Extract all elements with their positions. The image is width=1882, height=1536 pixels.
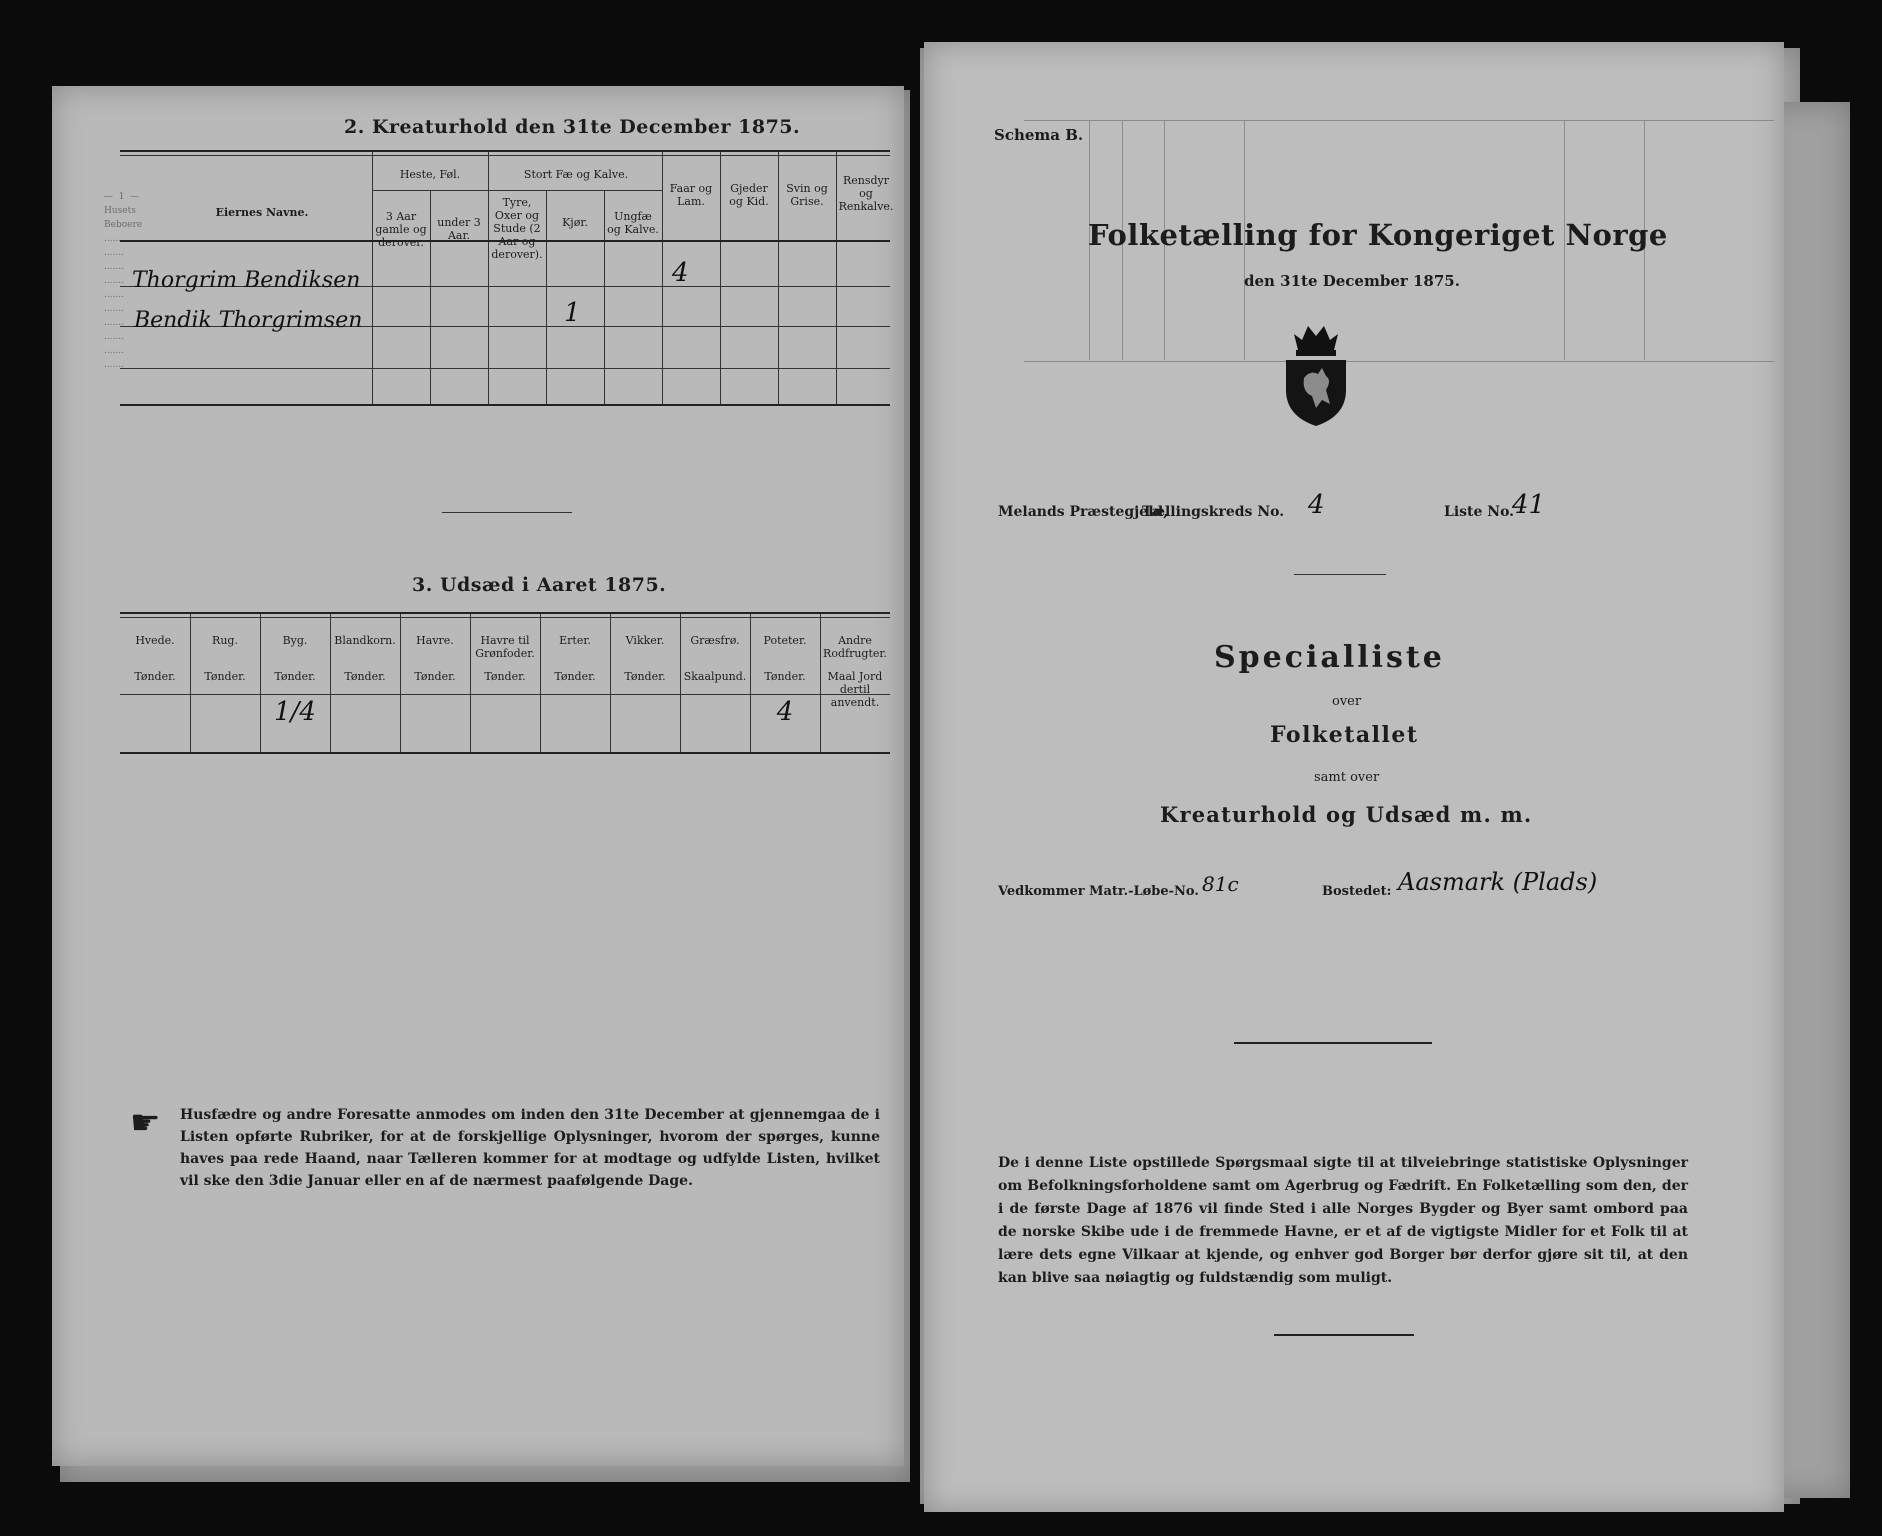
over-text-1: over (1332, 694, 1362, 709)
liste-label: Liste No. (1444, 504, 1515, 520)
udsaed-header-3: Blandkorn. (334, 634, 396, 647)
udsaed-unit-1: Tønder. (204, 670, 246, 683)
schema-label: Schema B. (994, 126, 1084, 144)
specialliste-heading: Specialliste (1214, 640, 1445, 675)
udsaed-header-10: Andre Rodfrugter. (823, 634, 887, 660)
prestegjeld-label: Melands Præstegjeld, (998, 504, 1169, 520)
kreaturhold-heading: Kreaturhold og Udsæd m. m. (1160, 802, 1533, 827)
kreds-label: Tællingskreds No. (1142, 504, 1285, 520)
udsaed-header-9: Poteter. (763, 634, 807, 647)
udsaed-unit-6: Tønder. (554, 670, 596, 683)
bostedet-label: Bostedet: (1322, 884, 1392, 899)
section2-title: 2. Kreaturhold den 31te December 1875. (344, 116, 801, 138)
udsaed-unit-5: Tønder. (484, 670, 526, 683)
udsaed-unit-4: Tønder. (414, 670, 456, 683)
col-stort-a: Tyre, Oxer og Stude (2 Aar og derover). (491, 196, 543, 261)
notice-text: Husfædre og andre Foresatte anmodes om inden den 31te December at gjennemgaa de i Listen opførte Rubriker, for at de forskjellige Oplysninger, hvorom der spørges, kunne haves paa rede Haand, naar Tælleren kommer for at modtage og udfylde Listen, hvilket vil ske den 3die Januar eller en af de nærmest paafølgende Dage. (180, 1107, 880, 1189)
udsaed-unit-8: Skaalpund. (683, 670, 747, 683)
udsaed-header-2: Byg. (282, 634, 308, 647)
intro-paragraph: De i denne Liste opstillede Spørgsmaal sigte til at tilveiebringe statistiske Oplysninger om Befolkningsforholdene samt om Agerbrug og Fædrift. En Folketælling som den, der i de første Dage af 1876 vil finde Sted i alle Norges Bygder og Byer samt ombord paa de norske Skibe ude i de fremmede Havne, er et af de vigtigste Midler for et Folk til at lære dets egne Vilkaar at kjende, og enhver god Borger bør derfor gjøre sit til, at den kan blive saa nøiagtig og fuldstændig som muligt. (998, 1155, 1688, 1286)
col-heste: Heste, Føl. (399, 168, 461, 181)
udsaed-value-9: 4 (776, 697, 794, 727)
udsaed-header-0: Hvede. (135, 634, 175, 647)
col-heste-b: under 3 Aar. (437, 216, 481, 242)
udsaed-unit-10: Maal Jord dertil anvendt. (827, 670, 883, 709)
col-gjeder: Gjeder og Kid. (729, 182, 769, 208)
udsaed-header-4: Havre. (416, 634, 454, 647)
udsaed-header-6: Erter. (559, 634, 591, 647)
row2-name: Bendik Thorgrimsen (134, 308, 363, 333)
matr-label: Vedkommer Matr.-Løbe-No. (998, 884, 1199, 899)
coat-of-arms-icon (1276, 320, 1356, 428)
liste-value: 41 (1512, 490, 1546, 520)
matr-value: 81c (1202, 872, 1239, 896)
udsaed-unit-2: Tønder. (274, 670, 316, 683)
right-page (924, 42, 1784, 1512)
left-page (52, 86, 904, 1466)
document-date: den 31te December 1875. (1244, 272, 1460, 290)
row1-faar: 4 (672, 258, 689, 288)
col-svin: Svin og Grise. (786, 182, 828, 208)
udsaed-header-8: Græsfrø. (690, 634, 740, 647)
col-stort-c: Ungfæ og Kalve. (607, 210, 659, 236)
row2-kjor: 1 (564, 298, 581, 328)
udsaed-unit-9: Tønder. (764, 670, 806, 683)
udsaed-value-2: 1/4 (274, 697, 316, 727)
kreds-value: 4 (1308, 490, 1325, 520)
udsaed-unit-3: Tønder. (344, 670, 386, 683)
pointing-hand-icon: ☛ (130, 1103, 161, 1143)
udsaed-unit-0: Tønder. (134, 670, 176, 683)
col-rensdyr: Rensdyr og Renkalve. (838, 174, 894, 213)
folketallet-heading: Folketallet (1270, 722, 1419, 748)
over-text-2: samt over (1314, 770, 1380, 785)
udsaed-header-7: Vikker. (625, 634, 665, 647)
col-stort-fae: Stort Fæ og Kalve. (523, 168, 629, 181)
bleed-through-left: — 1 — Husets Beboere ....... ....... ....... ....... ....... ....... ....... ....... ....... ....... (104, 192, 143, 370)
document-title: Folketælling for Kongeriget Norge (1088, 218, 1668, 252)
section3-title: 3. Udsæd i Aaret 1875. (412, 574, 667, 596)
bostedet-value: Aasmark (Plads) (1398, 868, 1598, 896)
col-eiernes-navne: Eiernes Navne. (215, 206, 309, 219)
col-faar: Faar og Lam. (669, 182, 713, 208)
udsaed-header-5: Havre til Grønfoder. (475, 634, 535, 660)
udsaed-unit-7: Tønder. (624, 670, 666, 683)
col-heste-a: 3 Aar gamle og derover. (375, 210, 427, 249)
udsaed-header-1: Rug. (212, 634, 238, 647)
col-stort-b: Kjør. (562, 216, 588, 229)
row1-name: Thorgrim Bendiksen (132, 268, 361, 293)
